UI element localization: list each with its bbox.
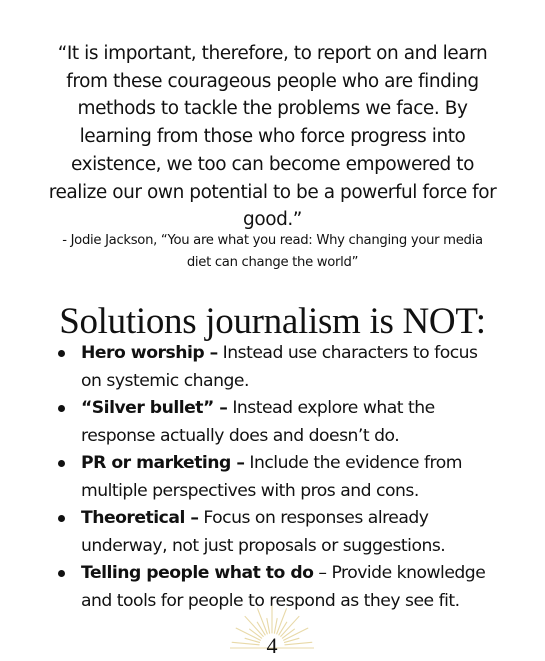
bullet-icon (58, 515, 65, 522)
list-item-term: “Silver bullet” – (81, 398, 228, 418)
sunburst-ray (274, 618, 277, 633)
bullet-icon (58, 570, 65, 577)
list-item (56, 505, 501, 560)
section-heading: Solutions journalism is NOT: (59, 301, 486, 342)
list-item-description: – Provide knowledge and tools for people to respond as they see fit. (81, 563, 486, 611)
list-item (56, 395, 501, 450)
list-item-description: Include the evidence from multiple perspectives with pros and cons. (81, 453, 462, 501)
list-item-description: Instead use characters to focus on systemic change. (81, 343, 478, 391)
bullet-icon (58, 405, 65, 412)
bullet-icon (58, 460, 65, 467)
list-item (56, 340, 501, 395)
list-item-term: Telling people what to do (81, 563, 314, 583)
bullet-icon (58, 350, 65, 357)
list-item-term: PR or marketing – (81, 453, 245, 473)
list-item-term: Theoretical – (81, 508, 199, 528)
list-item (56, 450, 501, 505)
quote-attribution: - Jodie Jackson, “You are what you read: Why changing your media diet can change the world” (62, 233, 483, 270)
page-number: 4 (266, 633, 278, 658)
not-list (56, 340, 501, 615)
sunburst-ray (267, 618, 270, 633)
list-item-term: Hero worship – (81, 343, 218, 363)
list-item-description: Instead explore what the response actually does and doesn’t do. (81, 398, 435, 446)
list-item-description: Focus on responses already underway, not just proposals or suggestions. (81, 508, 446, 556)
pull-quote: “It is important, therefore, to report on and learn from these courageous people who are finding methods to tackle the problems we face. By learning from those who force progress into existence, we too can become empowered to realize our own potential to be a powerful force for good.” (48, 43, 497, 231)
